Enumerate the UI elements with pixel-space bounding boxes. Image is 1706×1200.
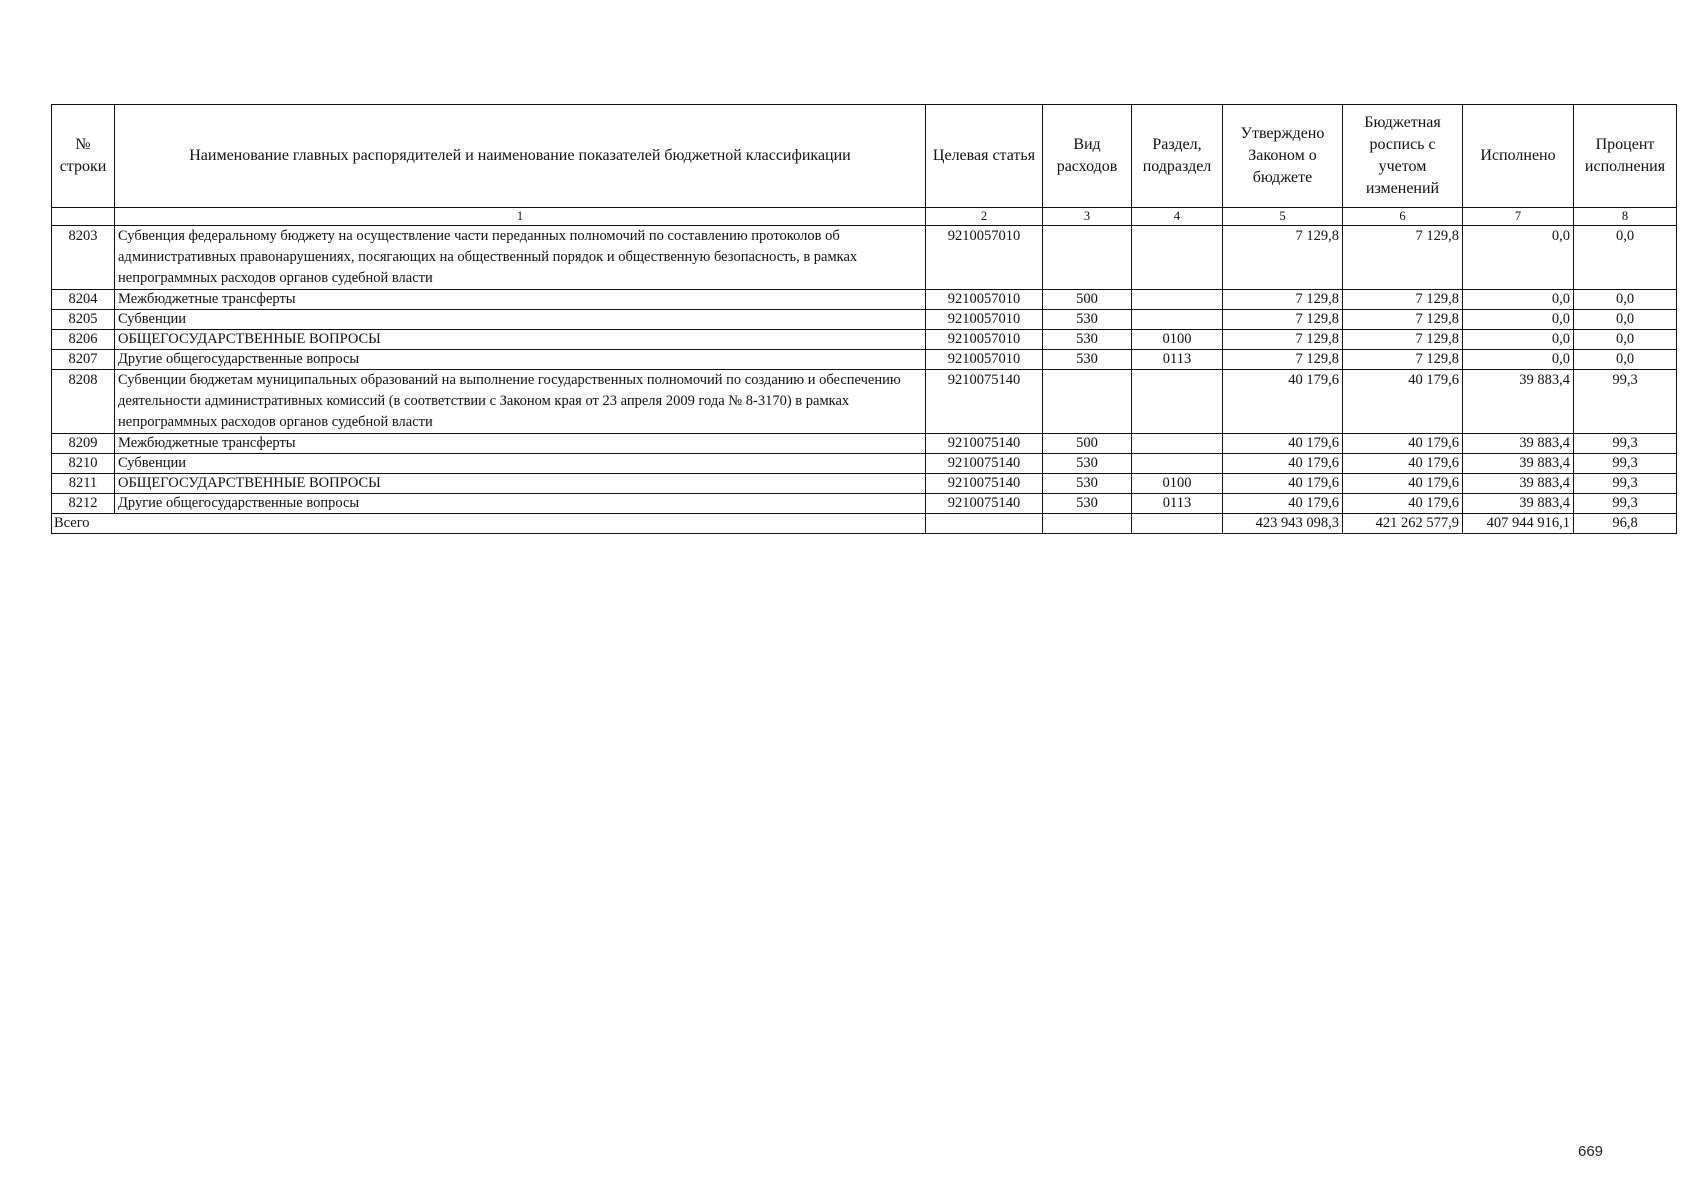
- row-name: Другие общегосударственные вопросы: [115, 350, 926, 370]
- table-row: [52, 494, 1677, 514]
- section-code: [1132, 290, 1223, 310]
- expense-type: 530: [1043, 494, 1132, 514]
- column-number: 6: [1343, 208, 1463, 226]
- approved-amount: 40 179,6: [1223, 370, 1343, 434]
- table-row: [52, 350, 1677, 370]
- total-approved: 423 943 098,3: [1223, 514, 1343, 534]
- approved-amount: 7 129,8: [1223, 350, 1343, 370]
- header-budget-schedule: Бюджетная роспись с учетом изменений: [1343, 105, 1463, 208]
- executed-amount: 39 883,4: [1463, 454, 1574, 474]
- section-code: [1132, 454, 1223, 474]
- row-number: 8205: [52, 310, 115, 330]
- expense-type: 530: [1043, 330, 1132, 350]
- section-code: 0100: [1132, 474, 1223, 494]
- row-name: Межбюджетные трансферты: [115, 290, 926, 310]
- percent-executed: 0,0: [1574, 330, 1677, 350]
- row-name: ОБЩЕГОСУДАРСТВЕННЫЕ ВОПРОСЫ: [115, 330, 926, 350]
- schedule-amount: 40 179,6: [1343, 454, 1463, 474]
- approved-amount: 7 129,8: [1223, 310, 1343, 330]
- executed-amount: 39 883,4: [1463, 434, 1574, 454]
- target-article: 9210057010: [926, 350, 1043, 370]
- executed-amount: 0,0: [1463, 310, 1574, 330]
- target-article: 9210075140: [926, 454, 1043, 474]
- section-code: 0113: [1132, 350, 1223, 370]
- expense-type: 530: [1043, 310, 1132, 330]
- row-number: 8207: [52, 350, 115, 370]
- schedule-amount: 7 129,8: [1343, 226, 1463, 290]
- executed-amount: 39 883,4: [1463, 474, 1574, 494]
- column-number: 5: [1223, 208, 1343, 226]
- section-code: [1132, 434, 1223, 454]
- schedule-amount: 40 179,6: [1343, 494, 1463, 514]
- column-number: [52, 208, 115, 226]
- approved-amount: 40 179,6: [1223, 494, 1343, 514]
- target-article: 9210057010: [926, 290, 1043, 310]
- expense-type: 530: [1043, 454, 1132, 474]
- row-number: 8211: [52, 474, 115, 494]
- percent-executed: 0,0: [1574, 350, 1677, 370]
- expense-type: [1043, 226, 1132, 290]
- total-label: Всего: [52, 514, 926, 534]
- schedule-amount: 7 129,8: [1343, 310, 1463, 330]
- total-percent: 96,8: [1574, 514, 1677, 534]
- table-row: [52, 330, 1677, 350]
- header-approved: Утверждено Законом о бюджете: [1223, 105, 1343, 208]
- approved-amount: 40 179,6: [1223, 474, 1343, 494]
- total-schedule: 421 262 577,9: [1343, 514, 1463, 534]
- row-name: Межбюджетные трансферты: [115, 434, 926, 454]
- executed-amount: 0,0: [1463, 350, 1574, 370]
- column-number: 4: [1132, 208, 1223, 226]
- table-row: [52, 290, 1677, 310]
- row-name: ОБЩЕГОСУДАРСТВЕННЫЕ ВОПРОСЫ: [115, 474, 926, 494]
- percent-executed: 0,0: [1574, 310, 1677, 330]
- header-row-no: № строки: [52, 105, 115, 208]
- row-number: 8203: [52, 226, 115, 290]
- expense-type: 500: [1043, 434, 1132, 454]
- budget-report-sheet: [51, 104, 1676, 534]
- total-row: [52, 514, 1677, 534]
- header-section: Раздел, подраздел: [1132, 105, 1223, 208]
- section-code: [1132, 226, 1223, 290]
- schedule-amount: 7 129,8: [1343, 290, 1463, 310]
- section-code: 0100: [1132, 330, 1223, 350]
- column-number-row: [52, 208, 1677, 226]
- table-header-row: [52, 105, 1677, 208]
- page-number: 669: [1578, 1143, 1604, 1160]
- executed-amount: 39 883,4: [1463, 494, 1574, 514]
- target-article: 9210075140: [926, 370, 1043, 434]
- schedule-amount: 40 179,6: [1343, 474, 1463, 494]
- header-expense-type: Вид расходов: [1043, 105, 1132, 208]
- percent-executed: 99,3: [1574, 454, 1677, 474]
- table-row: [52, 454, 1677, 474]
- table-row: [52, 370, 1677, 434]
- target-article: 9210075140: [926, 434, 1043, 454]
- percent-executed: 0,0: [1574, 226, 1677, 290]
- target-article: 9210075140: [926, 474, 1043, 494]
- approved-amount: 40 179,6: [1223, 454, 1343, 474]
- schedule-amount: 7 129,8: [1343, 350, 1463, 370]
- executed-amount: 0,0: [1463, 290, 1574, 310]
- row-name: Субвенции бюджетам муниципальных образований на выполнение государственных полномочий по созданию и обеспечению деятельности административных комиссий (в соответствии с Законом края от 23 апреля 2009 года № 8-3170) в рамках непрограммных расходов органов судебной власти: [115, 370, 926, 434]
- row-name: Субвенции: [115, 454, 926, 474]
- row-number: 8204: [52, 290, 115, 310]
- row-name: Другие общегосударственные вопросы: [115, 494, 926, 514]
- percent-executed: 99,3: [1574, 370, 1677, 434]
- section-code: [1132, 310, 1223, 330]
- header-percent: Процент исполнения: [1574, 105, 1677, 208]
- total-executed: 407 944 916,1: [1463, 514, 1574, 534]
- section-code: 0113: [1132, 494, 1223, 514]
- table-row: [52, 226, 1677, 290]
- row-number: 8210: [52, 454, 115, 474]
- column-number: 7: [1463, 208, 1574, 226]
- section-code: [1132, 370, 1223, 434]
- table-row: [52, 434, 1677, 454]
- total-empty-cell: [1043, 514, 1132, 534]
- row-name: Субвенция федеральному бюджету на осуществление части переданных полномочий по составлению протоколов об административных правонарушениях, посягающих на общественный порядок и общественную безопасность, в рамках непрограммных расходов органов судебной власти: [115, 226, 926, 290]
- row-number: 8206: [52, 330, 115, 350]
- approved-amount: 7 129,8: [1223, 330, 1343, 350]
- column-number: 3: [1043, 208, 1132, 226]
- column-number: 2: [926, 208, 1043, 226]
- row-number: 8209: [52, 434, 115, 454]
- row-number: 8212: [52, 494, 115, 514]
- percent-executed: 99,3: [1574, 494, 1677, 514]
- target-article: 9210057010: [926, 226, 1043, 290]
- percent-executed: 99,3: [1574, 474, 1677, 494]
- executed-amount: 0,0: [1463, 330, 1574, 350]
- header-target-article: Целевая статья: [926, 105, 1043, 208]
- row-name: Субвенции: [115, 310, 926, 330]
- approved-amount: 7 129,8: [1223, 226, 1343, 290]
- target-article: 9210057010: [926, 330, 1043, 350]
- total-empty-cell: [926, 514, 1043, 534]
- row-number: 8208: [52, 370, 115, 434]
- percent-executed: 0,0: [1574, 290, 1677, 310]
- table-row: [52, 310, 1677, 330]
- expense-type: 500: [1043, 290, 1132, 310]
- schedule-amount: 40 179,6: [1343, 434, 1463, 454]
- target-article: 9210057010: [926, 310, 1043, 330]
- total-empty-cell: [1132, 514, 1223, 534]
- approved-amount: 40 179,6: [1223, 434, 1343, 454]
- schedule-amount: 7 129,8: [1343, 330, 1463, 350]
- header-name: Наименование главных распорядителей и наименование показателей бюджетной классификации: [115, 105, 926, 208]
- column-number: 1: [115, 208, 926, 226]
- percent-executed: 99,3: [1574, 434, 1677, 454]
- executed-amount: 0,0: [1463, 226, 1574, 290]
- approved-amount: 7 129,8: [1223, 290, 1343, 310]
- budget-table: [51, 104, 1677, 534]
- schedule-amount: 40 179,6: [1343, 370, 1463, 434]
- expense-type: 530: [1043, 474, 1132, 494]
- executed-amount: 39 883,4: [1463, 370, 1574, 434]
- expense-type: [1043, 370, 1132, 434]
- expense-type: 530: [1043, 350, 1132, 370]
- column-number: 8: [1574, 208, 1677, 226]
- header-executed: Исполнено: [1463, 105, 1574, 208]
- target-article: 9210075140: [926, 494, 1043, 514]
- table-row: [52, 474, 1677, 494]
